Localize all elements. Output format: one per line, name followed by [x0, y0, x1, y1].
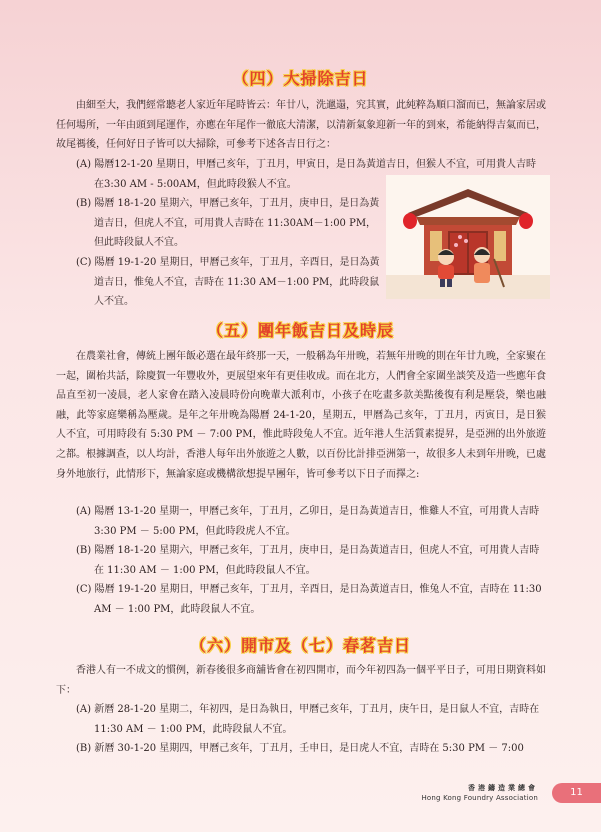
- section-title-opening: （六）開市及（七）春茗吉日: [189, 636, 411, 655]
- section-intro-reunion-dinner: 在農業社會，傳統上團年飯必選在最年終那一天，一般稱為年卅晚，若無年卅晚的則在年廿九晚，全家聚在一起，圍枱共話，除慶賀一年豐收外，更展望來年有更佳收成。而在北方，人們會全家圍坐談笑及造一些應年食品直至初一凌晨，老人家會在踏入凌晨時份向晚輩大派利市，小孩子在吃畫多款美點後復有利是壓袋，樂也融融，此等家庭樂稱為壓歲。是年之年卅晚為陽曆 24-1-20，星期五，甲曆為己亥年，丁丑月，丙寅日，是日猴人不宜，可用時段有 5:30 PM － 7:00 PM，惟此時段兔人不宜。近年港人生活質素提昇，是亞洲的出外旅遊之都。根據調查，以人均計，香港人每年出外旅遊之人數，以百份比計排亞洲第一，故很多人未到年卅晚，已處身外地旅行，此情形下，無論家庭或機構欲想提早團年，皆可參考以下日子而擇之:: [56, 351, 546, 480]
- list-item: (B) 陽曆 18-1-20 星期六，甲曆己亥年，丁丑月，庚申日，是日為黃道吉日，但虎人不宜，可用貴人吉時在 11:30AM－1:00 PM，但此時段鼠人不宜。: [76, 198, 380, 249]
- list-item: (A) 陽曆 13-1-20 星期一，甲曆己亥年，丁丑月，乙卯日，是日為黃道吉日，惟雞人不宜，可用貴人吉時3:30 PM － 5:00 PM，但此時段虎人不宜。: [76, 506, 540, 537]
- page-number: 11: [552, 783, 601, 803]
- list-item: (B) 新曆 30-1-20 星期四，甲曆己亥年，丁丑月，壬申日，是日虎人不宜，吉時在 5:30 PM － 7:00: [76, 743, 524, 754]
- section-title-reunion-dinner: （五）團年飯吉日及時辰: [206, 321, 394, 340]
- list-item: (C) 陽曆 19-1-20 星期日，甲曆己亥年，丁丑月，辛酉日，是日為黃道吉日，惟兔人不宜，吉時在 11:30 AM－1:00 PM，此時段鼠人不宜。: [76, 257, 380, 308]
- list-item: (B) 陽曆 18-1-20 星期六，甲曆己亥年，丁丑月，庚申日，是日為黃道吉日，但虎人不宜，可用貴人吉時在 11:30 AM － 1:00 PM，但此時段鼠人不宜。: [76, 545, 540, 576]
- footer-organization: [421, 783, 538, 802]
- footer-org-chinese: 香港鑄造業總會: [468, 784, 538, 792]
- section-intro-cleaning: 由細至大，我們經常聽老人家近年尾時皆云：年廿八，洗邋遢，究其實，此純粹為順口溜而已，無論家居或任何場所，一年由頭到尾運作，亦應在年尾作一徹底大清潔，以清新氣象迎新一年的到來，希能納得吉氣而已，故尾禡後，任何好日子皆可以大掃除，可參考下述各吉日行之：: [56, 100, 546, 151]
- list-item: (A) 新曆 28-1-20 星期二，年初四，是日為執日，甲曆己亥年，丁丑月，庚午日，是日鼠人不宜，吉時在 11:30 AM － 1:00 PM，此時段鼠人不宜。: [76, 704, 540, 735]
- new-year-illustration: [386, 175, 550, 299]
- list-item: (A) 陽曆12-1-20 星期日，甲曆己亥年，丁丑月，甲寅日，是日為黃道吉日，但猴人不宜，可用貴人吉時在3:30 AM - 5:00AM，但此時段猴人不宜。: [76, 159, 536, 190]
- footer-org-english: Hong Kong Foundry Association: [421, 794, 538, 802]
- section-intro-opening: 香港人有一不成文的慣例，新春後很多商舖皆會在初四開市，而今年初四為一個平平日子，可用日期資料如下：: [56, 665, 546, 696]
- list-item: (C) 陽曆 19-1-20 星期日，甲曆己亥年，丁丑月，辛酉日，是日為黃道吉日，惟兔人不宜，吉時在 11:30 AM － 1:00 PM，此時段鼠人不宜。: [76, 584, 542, 615]
- section-title-cleaning: （四）大掃除吉日: [232, 69, 369, 88]
